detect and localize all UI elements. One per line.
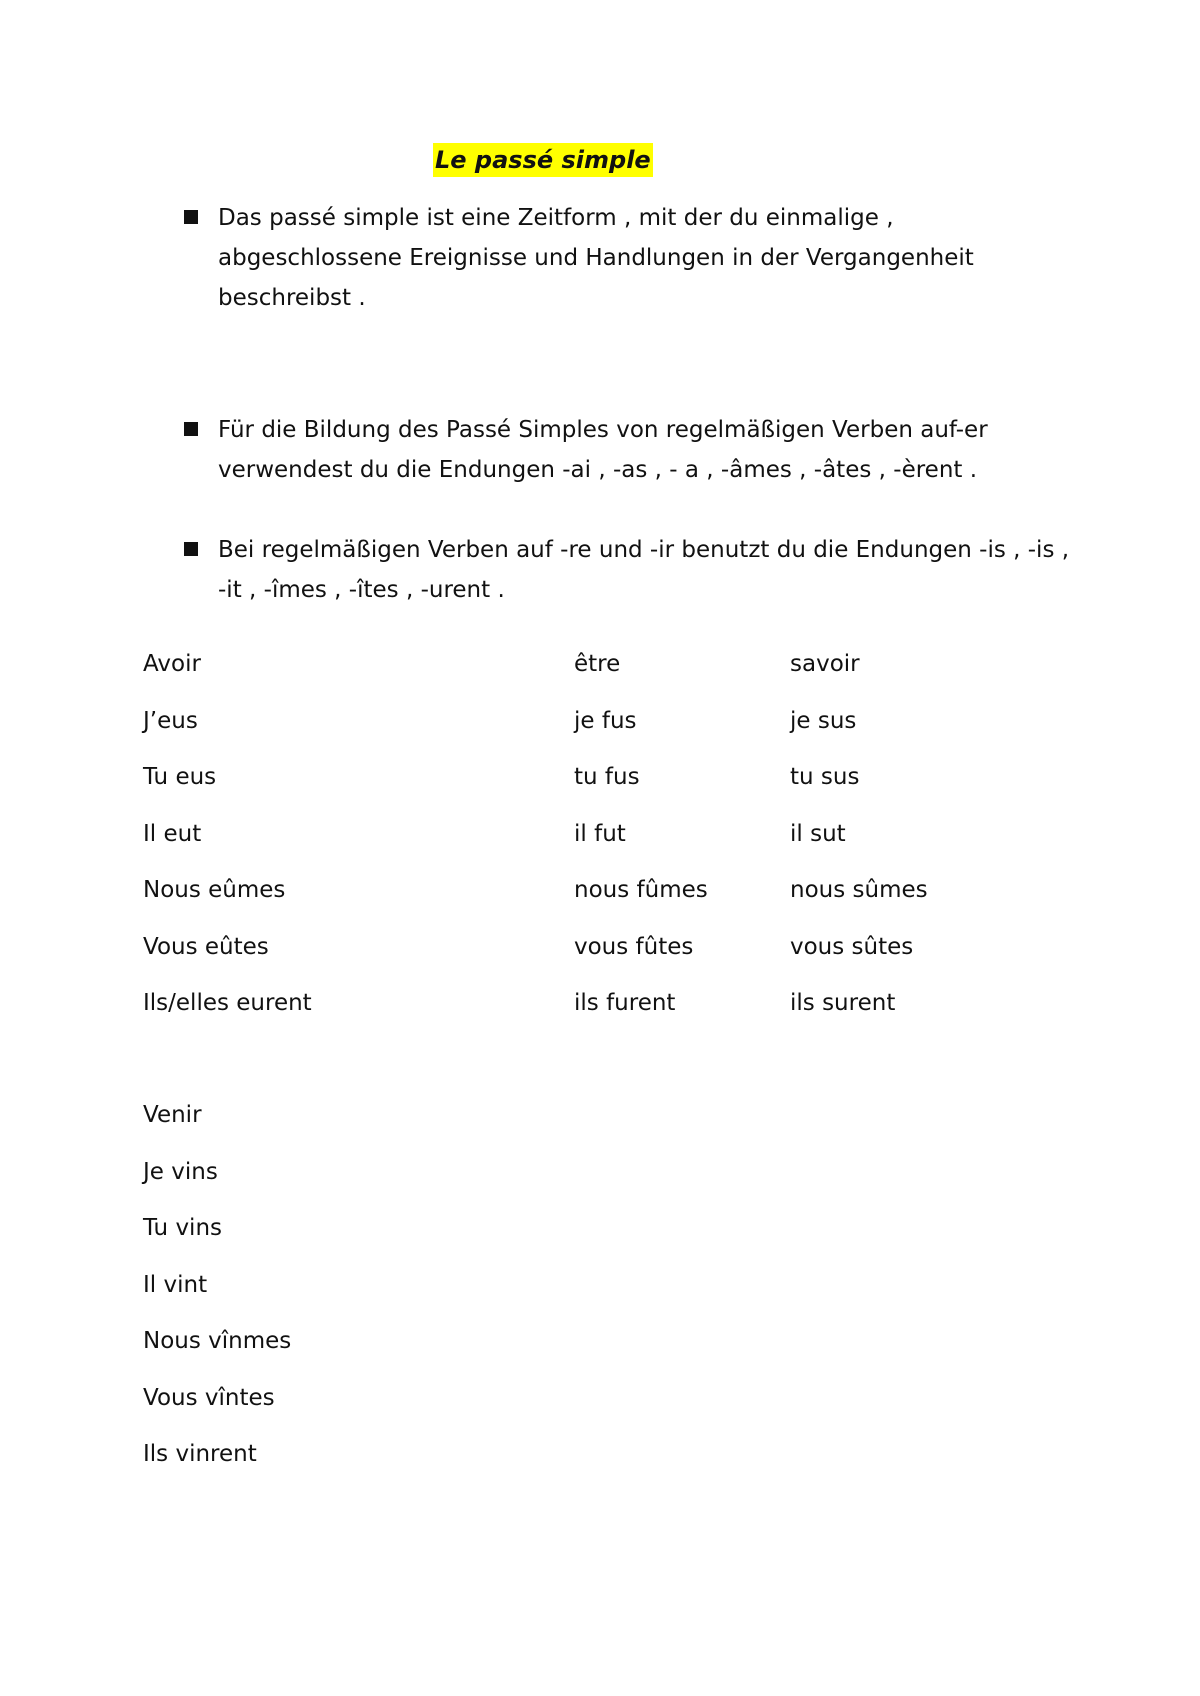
- conjugation-row: il sut: [790, 820, 846, 847]
- conjugation-etre: [574, 646, 708, 1042]
- verb-heading: être: [574, 651, 621, 677]
- list-item: [184, 410, 1084, 490]
- conjugation-row: Ils vinrent: [143, 1441, 257, 1467]
- conjugation-row: Vous vîntes: [143, 1384, 275, 1411]
- bullet-text: Das passé simple ist eine Zeitform , mit der du einmalige , abgeschlossene Ereignisse und Handlungen in der Vergangenheit beschreibst .: [218, 205, 974, 311]
- square-bullet-icon: [184, 542, 198, 556]
- conjugation-row: Tu vins: [143, 1215, 223, 1241]
- conjugation-row: je fus: [574, 707, 637, 734]
- conjugation-row: il fut: [574, 820, 626, 847]
- conjugation-row: Il eut: [143, 820, 202, 847]
- conjugation-row: Nous vînmes: [143, 1328, 292, 1354]
- conjugation-row: Nous eûmes: [143, 877, 286, 903]
- rules-list: [184, 198, 1084, 610]
- conjugation-savoir: [790, 646, 928, 1042]
- square-bullet-icon: [184, 422, 198, 436]
- verb-heading: Venir: [143, 1102, 202, 1128]
- bullet-text: Bei regelmäßigen Verben auf -re und -ir benutzt du die Endungen -is , -is , -it , -îmes , -îtes , -urent .: [218, 537, 1070, 603]
- conjugation-row: tu fus: [574, 764, 640, 790]
- conjugation-avoir: [143, 646, 312, 1042]
- conjugation-row: nous sûmes: [790, 877, 928, 903]
- square-bullet-icon: [184, 210, 198, 224]
- conjugation-row: Tu eus: [143, 764, 217, 790]
- list-item: [184, 530, 1084, 610]
- bullet-text: Für die Bildung des Passé Simples von regelmäßigen Verben auf-er verwendest du die Endungen -ai , -as , - a , -âmes , -âtes , -èrent .: [218, 417, 988, 483]
- conjugation-venir: [143, 1097, 291, 1493]
- list-item: [184, 198, 1084, 318]
- verb-heading: savoir: [790, 651, 860, 677]
- conjugation-row: Ils/elles eurent: [143, 990, 312, 1016]
- conjugation-row: vous fûtes: [574, 933, 694, 960]
- page-title: Le passé simple: [433, 143, 653, 177]
- conjugation-row: ils furent: [574, 990, 676, 1016]
- conjugation-row: je sus: [790, 707, 857, 734]
- conjugation-row: Il vint: [143, 1271, 208, 1298]
- conjugation-row: J’eus: [143, 707, 198, 734]
- conjugation-row: ils surent: [790, 990, 896, 1016]
- conjugation-row: vous sûtes: [790, 933, 914, 960]
- conjugation-row: tu sus: [790, 764, 860, 790]
- conjugation-row: Vous eûtes: [143, 933, 269, 960]
- verb-heading: Avoir: [143, 651, 201, 677]
- conjugation-row: nous fûmes: [574, 877, 708, 903]
- conjugation-row: Je vins: [143, 1158, 218, 1185]
